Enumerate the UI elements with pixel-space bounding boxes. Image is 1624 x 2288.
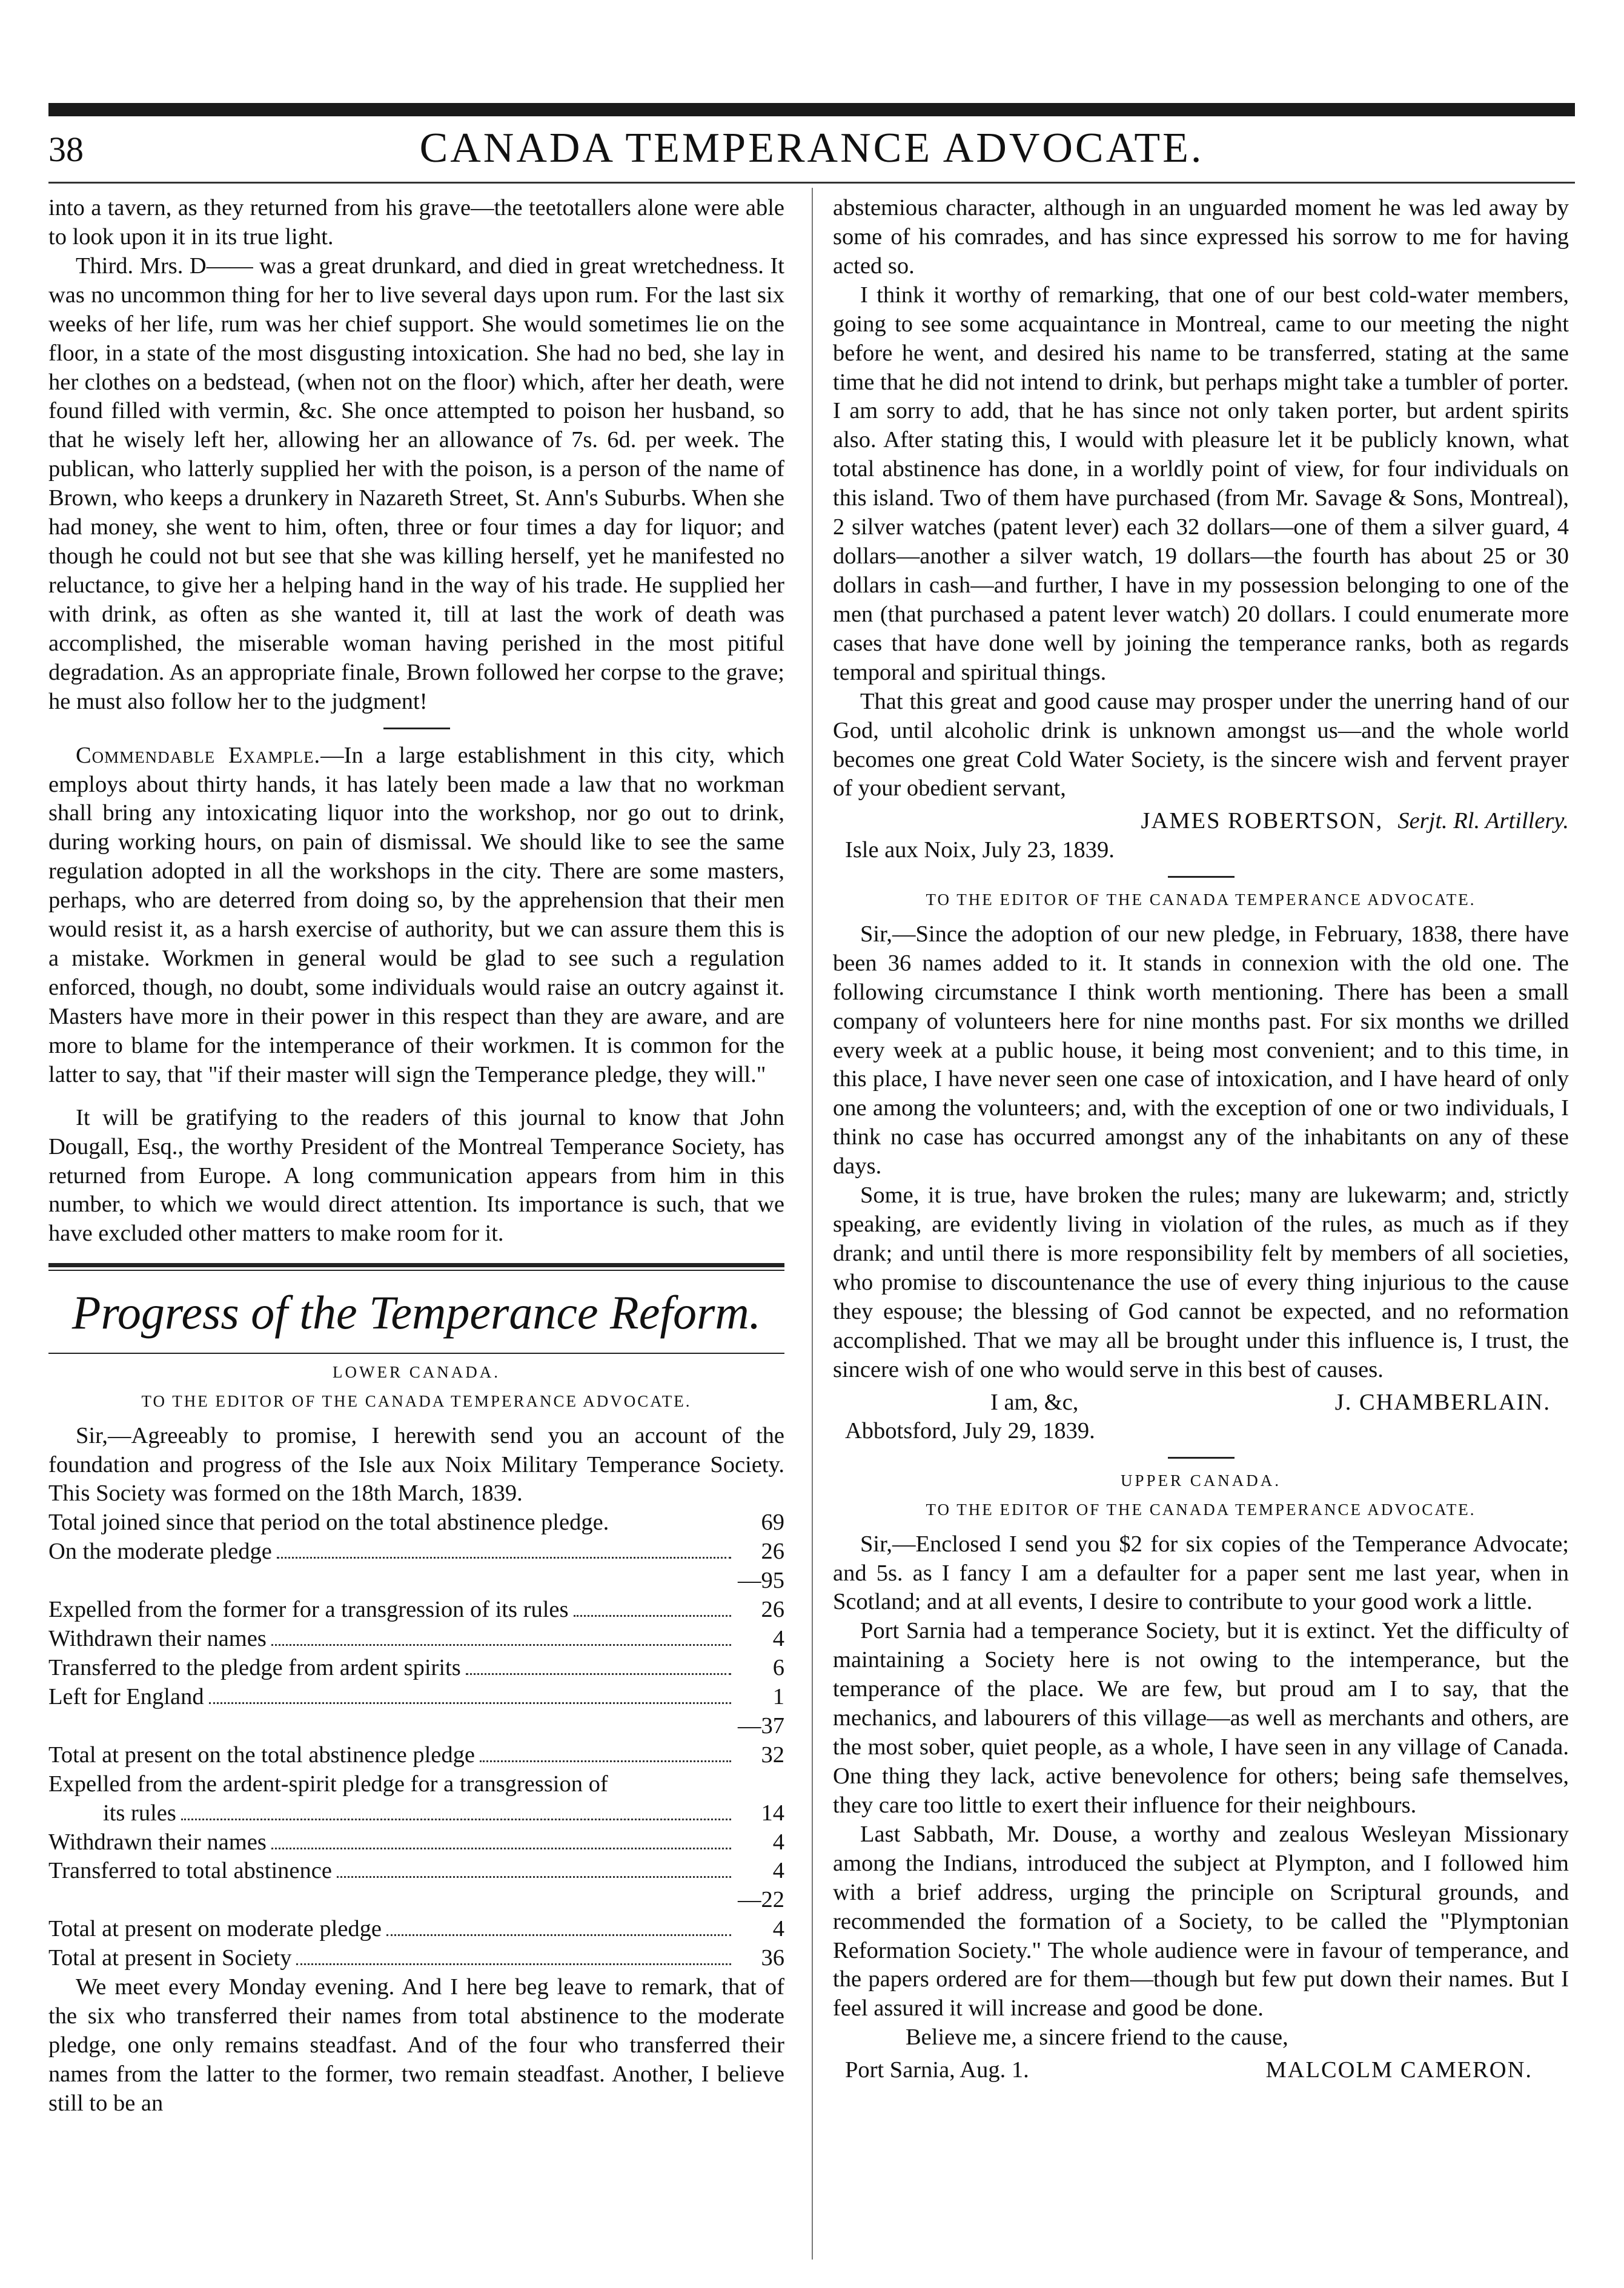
- ledger-row: [48, 1537, 784, 1567]
- ledger-value: 26: [761, 1539, 784, 1565]
- signature-place: Isle aux Noix, July 23, 1839.: [845, 837, 1115, 863]
- signature: [833, 2056, 1569, 2085]
- ledger-label: On the moderate pledge: [48, 1539, 272, 1565]
- ledger-row: [48, 1596, 784, 1625]
- ledger-value: 69: [761, 1510, 784, 1536]
- ledger-row: [48, 1944, 784, 1973]
- leader-dots: [574, 1615, 731, 1617]
- ledger-row: [48, 1654, 784, 1683]
- ledger-value: 4: [772, 1626, 784, 1652]
- signature-place: Abbotsford, July 29, 1839.: [845, 1418, 1095, 1444]
- ledger-label: Expelled from the ardent-spirit pledge for a transgression of: [48, 1771, 608, 1797]
- section-rule-thin: [48, 1270, 784, 1271]
- section-rule-thin: [48, 1353, 784, 1354]
- page-number: 38: [48, 130, 84, 169]
- region-heading: LOWER CANADA.: [333, 1363, 500, 1382]
- paragraph: [48, 741, 784, 1090]
- leader-dots: [466, 1673, 731, 1675]
- signature-title: Serjt. Rl. Artillery.: [1397, 808, 1569, 834]
- ledger-value: 14: [761, 1800, 784, 1826]
- left-column: [48, 194, 784, 2118]
- paragraph: Some, it is true, have broken the rules; many are lukewarm; and, strictly speaking, are evidently living in violation of the rules, as much as if they drank; and until there is more responsibility felt by members of all societies, who promise to discountenance the use of every thing injurious to the cause they espouse; the blessing of God cannot be expected, and no reformation accomplished. That we may all be brought under this influence is, I trust, the sincere wish of one who would serve in this best of causes.: [833, 1182, 1569, 1382]
- running-title: CANADA TEMPERANCE ADVOCATE.: [419, 125, 1204, 171]
- leader-dots: [480, 1760, 731, 1762]
- ledger-label: Transferred to the pledge from ardent spirits: [48, 1654, 461, 1680]
- paragraph: I think it worthy of remarking, that one of our best cold-water members, going to see some acquaintance in Montreal, came to our meeting the night before he went, and desired his name to be transferred, stating at the same time that he did not intend to drink, but perhaps might take a tumbler of porter. I am sorry to add, that he has since not only taken porter, but ardent spirits also. After stating this, I would with pleasure let it be publicly known, what total abstinence has done, in a worldly point of view, for four individuals on this island. Two of them have purchased (from Mr. Savage & Sons, Montreal), 2 silver watches (patent lever) each 32 dollars—one of them a silver guard, 4 dollars—another a silver watch, 19 dollars—the fourth has about 25 or 30 dollars in cash—and further, I have in my possession belonging to one of the men (that purchased a patent lever watch) 20 dollars. I could enumerate more cases that have done well by joining the temperance ranks, both as regards temporal and spiritual things.: [833, 282, 1569, 685]
- leader-dots: [296, 1963, 731, 1965]
- ledger-label: Left for England: [48, 1683, 204, 1709]
- region-heading: UPPER CANADA.: [1120, 1471, 1282, 1490]
- letter-address: TO THE EDITOR OF THE CANADA TEMPERANCE ADVOCATE.: [141, 1391, 692, 1410]
- section-rule-thick: [48, 1263, 784, 1267]
- section-title: Progress of the Temperance Reform.: [71, 1286, 761, 1339]
- ledger-row: [48, 1828, 784, 1857]
- paragraph: into a tavern, as they returned from his grave—the teetotallers alone were able to look upon it in its true light.: [48, 195, 784, 250]
- ledger-subtotal: —95: [738, 1568, 784, 1594]
- paragraph-text: —In a large establishment in this city, which employs about thirty hands, it has lately been made a law that no workman shall bring any intoxicating liquor into the workshop, nor go out to drink, during working hours, on pain of dismissal. We should like to see the same regulation adopted in all the workshops in the city. There are some masters, perhaps, who are deterred from doing so, by the apprehension that their men would resist it, as a harsh exercise of authority, but we can assure them this is a mistake. Workmen in general would be glad to see such a regulation enforced, though, no doubt, some individuals would raise an outcry against it. Masters have more in their power in this respect than they are aware, and are more to blame for the intemperance of their workmen. It is common for the latter to say, that "if their master will sign the Temperance pledge, they will.": [48, 742, 784, 1087]
- leader-dots: [386, 1934, 731, 1936]
- top-border-rule: [48, 103, 1575, 116]
- divider-rule: [1168, 1457, 1235, 1459]
- page-header: [48, 124, 1575, 179]
- paragraph: Third. Mrs. D—— was a great drunkard, and died in great wretchedness. It was no uncommon thing for her to live several days upon rum. For the last six weeks of her life, rum was her chief support. She would sometimes lie on the floor, in a state of the most disgusting intoxication. She had no bed, she lay in her clothes on a bedstead, (when not on the floor) which, after her death, were found filled with vermin, &c. She once attempted to poison her husband, so that he wisely left her, allowing her an allowance of 7s. 6d. per week. The publican, who latterly supplied her with the poison, is a person of the name of Brown, who keeps a drunkery in Nazareth Street, St. Ann's Suburbs. When she had money, she went to him, often, three or four times a day for liquor; and though he could not but see that she was killing herself, yet he manifested no reluctance, to give her a helping hand in the way of his trade. He supplied her with drink, as often as she wanted it, till at last the work of death was accomplished, the miserable woman having perished in the most pitiful degradation. As an appropriate finale, Brown followed her corpse to the grave; he must also follow her to the judgment!: [48, 253, 784, 714]
- ledger-row: [48, 1567, 784, 1596]
- divider-rule: [383, 728, 450, 729]
- ledger-value: 4: [772, 1858, 784, 1884]
- ledger-value: 26: [761, 1597, 784, 1623]
- header-rule: [48, 182, 1575, 184]
- ledger-row: [48, 1712, 784, 1741]
- ledger-value: 36: [761, 1945, 784, 1971]
- ledger-subtotal: —37: [738, 1713, 784, 1739]
- signature: [833, 1388, 1569, 1418]
- paragraph: It will be gratifying to the readers of this journal to know that John Dougall, Esq., the worthy President of the Montreal Temperance Society, has returned from Europe. A long communication appears from him in this number, to which we would direct attention. Its importance is such, that we have excluded other matters to make room for it.: [48, 1104, 784, 1247]
- ledger-label: Withdrawn their names: [48, 1829, 267, 1855]
- ledger-label: Expelled from the former for a transgression of its rules: [48, 1597, 569, 1623]
- ledger-value: 1: [772, 1683, 784, 1709]
- signature-place: Port Sarnia, Aug. 1.: [845, 2057, 1029, 2083]
- leader-dots: [337, 1876, 731, 1878]
- leader-dots: [277, 1557, 731, 1559]
- ledger-label: Withdrawn their names: [48, 1626, 267, 1652]
- signature: [833, 807, 1569, 836]
- ledger-label: its rules: [103, 1800, 176, 1826]
- membership-ledger: [48, 1508, 784, 1973]
- lead-in: Commendable Example.: [76, 742, 321, 768]
- leader-dots: [271, 1644, 731, 1646]
- ledger-label: Total joined since that period on the total abstinence pledge.: [48, 1510, 609, 1536]
- letter-address: TO THE EDITOR OF THE CANADA TEMPERANCE ADVOCATE.: [926, 1500, 1476, 1519]
- signature-name: MALCOLM CAMERON.: [1265, 2057, 1533, 2083]
- ledger-label: Total at present in Society: [48, 1945, 292, 1971]
- divider-rule: [1168, 876, 1235, 878]
- paragraph: We meet every Monday evening. And I here beg leave to remark, that of the six who transferred their names from total abstinence to the moderate pledge, one only remains steadfast. And of the four who transferred their names from the latter to the former, two remain steadfast. Another, I believe still to be an: [48, 1974, 784, 2116]
- ledger-label: Transferred to total abstinence: [48, 1858, 332, 1884]
- letter-address: TO THE EDITOR OF THE CANADA TEMPERANCE ADVOCATE.: [926, 890, 1476, 909]
- paragraph: That this great and good cause may prosper under the unerring hand of our God, until alcoholic drink is unknown amongst us—and the whole world becomes one great Cold Water Society, is the sincere wish and fervent prayer of your obedient servant,: [833, 688, 1569, 801]
- ledger-row: [48, 1915, 784, 1944]
- ledger-row: [48, 1741, 784, 1770]
- paragraph: Sir,—Enclosed I send you $2 for six copies of the Temperance Advocate; and 5s. as I fancy I am a defaulter for a paper sent me last year, when in Scotland; and at all events, I desire to contribute to your good work a little.: [833, 1531, 1569, 1615]
- ledger-subtotal: —22: [738, 1887, 784, 1913]
- column-divider: [812, 188, 813, 2260]
- right-column: [833, 194, 1569, 2085]
- signature-name: JAMES ROBERTSON,: [1141, 808, 1384, 834]
- ledger-label: Total at present on the total abstinence pledge: [48, 1742, 475, 1768]
- ledger-row: [48, 1625, 784, 1654]
- paragraph: Last Sabbath, Mr. Douse, a worthy and zealous Wesleyan Missionary among the Indians, introduced the subject at Plympton, and I followed him with a brief address, urging the principle on Scriptural grounds, and recommended the formation of a Society, to be called the "Plymptonian Reformation Society." The whole audience were in favour of temperance, and the papers ordered are for them—though but few put down their names. But I feel assured it will increase and good be done.: [833, 1821, 1569, 2021]
- signature-closing: I am, &c,: [990, 1389, 1079, 1415]
- paragraph: Sir,—Agreeably to promise, I herewith send you an account of the foundation and progress of the Isle aux Noix Military Temperance Society. This Society was formed on the 18th March, 1839.: [48, 1422, 784, 1507]
- ledger-row: [48, 1886, 784, 1915]
- paragraph: Port Sarnia had a temperance Society, but it is extinct. Yet the difficulty of maintaining a Society here is not owing to the intemperance, but the temperance of the place. We are few, but proud am I to say, that the mechanics, and labourers of this village—as well as merchants and others, are the most sober, quiet people, as a whole, I have seen in any village of Canada. One thing they lack, active benevolence for others; being safe themselves, they care too little to exert their influence for their neighbours.: [833, 1618, 1569, 1818]
- leader-dots: [181, 1819, 731, 1820]
- ledger-row: [48, 1770, 784, 1799]
- paragraph: Believe me, a sincere friend to the cause,: [906, 2024, 1288, 2051]
- ledger-row: [48, 1799, 784, 1828]
- ledger-value: 6: [772, 1654, 784, 1680]
- paragraph: abstemious character, although in an unguarded moment he was led away by some of his comrades, and has since expressed his sorrow to me for having acted so.: [833, 195, 1569, 279]
- ledger-row: [48, 1683, 784, 1712]
- leader-dots: [271, 1848, 731, 1849]
- paragraph: Sir,—Since the adoption of our new pledge, in February, 1838, there have been 36 names added to it. It stands in connexion with the old one. The following circumstance I think worth mentioning. There has been a small company of volunteers here for nine months past. For six months we drilled every week at a public house, it being most convenient; and to this time, in this place, I have never seen one case of intoxication, and I have heard of only one among the volunteers; and, with the exception of one or two individuals, I think no case has occurred amongst any of the inhabitants on any of these days.: [833, 921, 1569, 1179]
- ledger-value: 32: [761, 1742, 784, 1768]
- ledger-value: 4: [772, 1916, 784, 1942]
- signature-name: J. CHAMBERLAIN.: [1334, 1389, 1551, 1415]
- ledger-row: [48, 1857, 784, 1886]
- ledger-label: Total at present on moderate pledge: [48, 1916, 382, 1942]
- ledger-value: 4: [772, 1829, 784, 1855]
- leader-dots: [209, 1702, 731, 1704]
- ledger-row: [48, 1508, 784, 1537]
